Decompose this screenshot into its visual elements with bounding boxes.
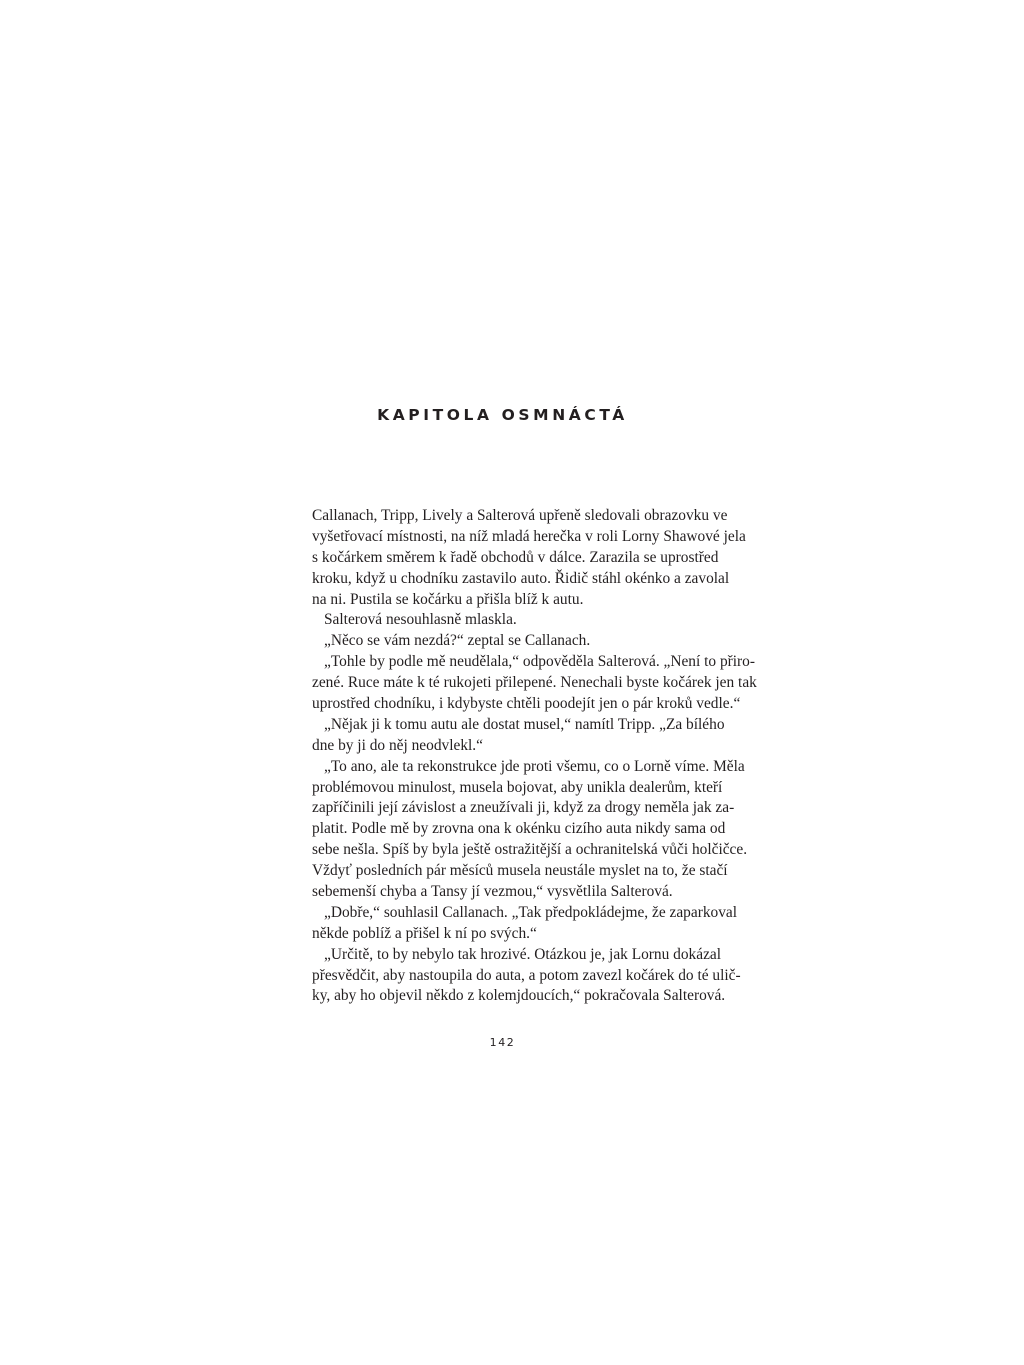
text-line: někde poblíž a přišel k ní po svých.“ <box>312 924 537 942</box>
text-line: „To ano, ale ta rekonstrukce jde proti všemu, co o Lorně víme. Měla <box>324 757 745 775</box>
text-line: „Něco se vám nezdá?“ zeptal se Callanach. <box>324 632 591 650</box>
chapter-title: KAPITOLA OSMNÁCTÁ <box>377 406 628 424</box>
text-line: Callanach, Tripp, Lively a Salterová upřeně sledovali obrazovku ve <box>312 507 728 524</box>
text-line: „Tohle by podle mě neudělala,“ odpověděla Salterová. „Není to přiro- <box>324 653 755 671</box>
text-line: problémovou minulost, musela bojovat, aby unikla dealerům, kteří <box>312 778 723 796</box>
text-line: s kočárkem směrem k řadě obchodů v dálce. Zarazila se uprostřed <box>312 548 719 566</box>
text-line: „Dobře,“ souhlasil Callanach. „Tak předpokládejme, že zaparkoval <box>324 903 738 921</box>
page-number: 142 <box>489 1036 516 1049</box>
text-line: sebemenší chyba a Tansy jí vezmou,“ vysvětlila Salterová. <box>312 883 673 901</box>
text-line: Vždyť posledních pár měsíců musela neustále myslet na to, že stačí <box>312 862 728 880</box>
text-line: dne by ji do něj neodvlekl.“ <box>312 736 483 754</box>
text-line: uprostřed chodníku, i kdybyste chtěli poodejít jen o pár kroků vedle.“ <box>312 695 741 713</box>
text-line: kroku, když u chodníku zastavilo auto. Řidič stáhl okénko a zavolal <box>312 569 730 587</box>
text-line: přesvědčit, aby nastoupila do auta, a potom zavezl kočárek do té ulič- <box>312 966 741 984</box>
text-line: vyšetřovací místnosti, na níž mladá herečka v roli Lorny Shawové jela <box>312 527 746 545</box>
text-line: Salterová nesouhlasně mlaskla. <box>324 611 517 629</box>
body-text <box>312 506 757 1007</box>
text-line: ky, aby ho objevil někdo z kolemjdoucích,“ pokračovala Salterová. <box>312 987 726 1005</box>
text-line: platit. Podle mě by zrovna ona k okénku cizího auta nikdy sama od <box>312 820 726 838</box>
text-line: zené. Ruce máte k té rukojeti přilepené. Nenechali byste kočárek jen tak <box>312 674 757 692</box>
text-line: na ni. Pustila se kočárku a přišla blíž k autu. <box>312 590 584 608</box>
text-line: zapříčinili její závislost a zneužívali ji, když za drogy neměla jak za- <box>312 799 735 817</box>
text-line: „Určitě, to by nebylo tak hrozivé. Otázkou je, jak Lornu dokázal <box>324 945 722 963</box>
text-line: sebe nešla. Spíš by byla ještě ostražitější a ochranitelská vůči holčičce. <box>312 841 748 859</box>
text-line: „Nějak ji k tomu autu ale dostat musel,“ namítl Tripp. „Za bílého <box>324 715 725 733</box>
